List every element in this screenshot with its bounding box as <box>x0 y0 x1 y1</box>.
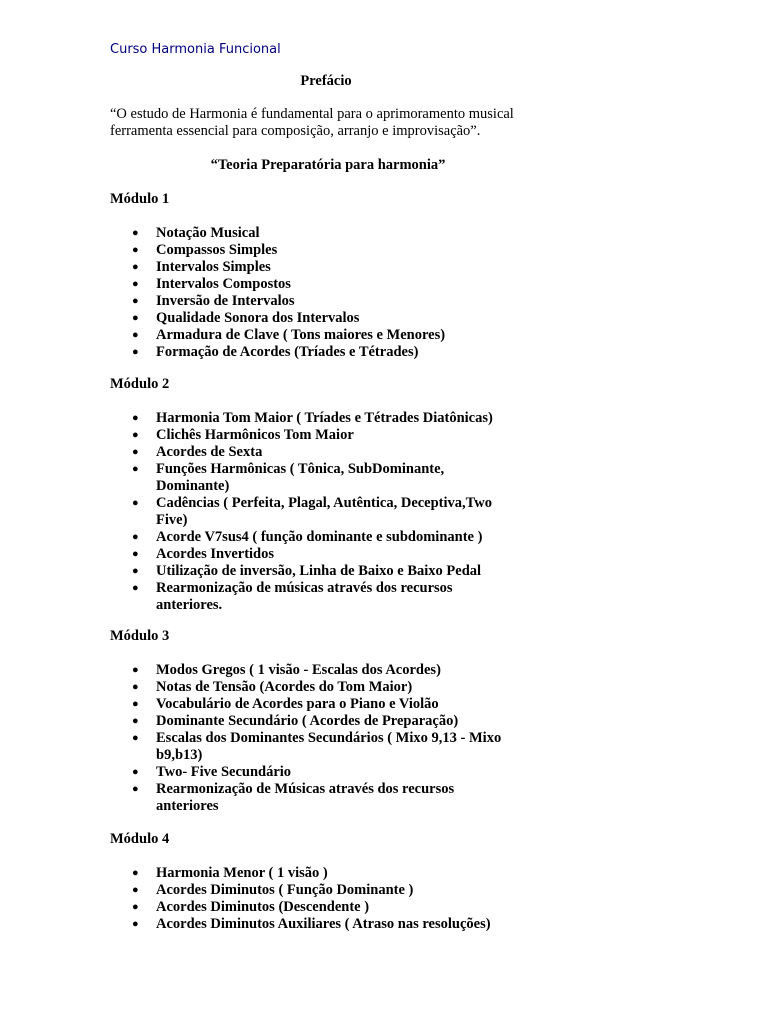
bullet-icon: ● <box>132 463 139 475</box>
list-item: ● Qualidade Sonora dos Intervalos <box>132 310 360 326</box>
preface-quote <box>110 106 550 140</box>
list-item: ● Clichês Harmônicos Tom Maior <box>132 427 354 443</box>
list-item: ● Notação Musical <box>132 225 260 241</box>
list-item: ● Inversão de Intervalos <box>132 293 295 309</box>
list-item: ● Formação de Acordes (Tríades e Tétrades) <box>132 344 419 360</box>
module-topic-list <box>110 662 550 815</box>
list-item: ● Acordes Invertidos <box>132 546 275 562</box>
module-topic-list <box>110 225 550 361</box>
module-title: Módulo 1 <box>110 191 170 207</box>
bullet-icon: ● <box>132 548 139 560</box>
list-item: ● Dominante Secundário ( Acordes de Preparação) <box>132 713 459 729</box>
module-1 <box>110 191 550 361</box>
bullet-icon: ● <box>132 766 139 778</box>
bullet-icon: ● <box>132 582 139 594</box>
module-topic-list <box>110 865 550 933</box>
bullet-icon: ● <box>132 715 139 727</box>
list-item: ● Acorde V7sus4 ( função dominante e subdominante ) <box>132 529 483 545</box>
module-title: Módulo 3 <box>110 628 170 644</box>
bullet-icon: ● <box>132 531 139 543</box>
bullet-icon: ● <box>132 698 139 710</box>
list-item: ● Rearmonização de Músicas através dos recursos anteriores <box>132 781 455 814</box>
bullet-icon: ● <box>132 446 139 458</box>
section-subtitle: “Teoria Preparatória para harmonia” <box>210 157 446 173</box>
bullet-icon: ● <box>132 261 139 273</box>
bullet-icon: ● <box>132 295 139 307</box>
bullet-icon: ● <box>132 429 139 441</box>
bullet-icon: ● <box>132 312 139 324</box>
bullet-icon: ● <box>132 244 139 256</box>
bullet-icon: ● <box>132 329 139 341</box>
quote-line: ferramenta essencial para composição, arranjo e improvisação”. <box>110 123 481 139</box>
list-item: ● Acordes de Sexta <box>132 444 263 460</box>
bullet-icon: ● <box>132 227 139 239</box>
list-item: ● Harmonia Tom Maior ( Tríades e Tétrades Diatônicas) <box>132 410 493 426</box>
list-item: ● Cadências ( Perfeita, Plagal, Autêntica, Deceptiva,Two Five) <box>132 495 492 528</box>
list-item: ● Armadura de Clave ( Tons maiores e Menores) <box>132 327 446 343</box>
module-title: Módulo 2 <box>110 376 170 392</box>
list-item: ● Compassos Simples <box>132 242 278 258</box>
quote-line: “O estudo de Harmonia é fundamental para o aprimoramento musical <box>110 106 514 122</box>
list-item: ● Rearmonização de músicas através dos recursos anteriores. <box>132 580 453 613</box>
list-item: ● Acordes Diminutos (Descendente ) <box>132 899 370 915</box>
bullet-icon: ● <box>132 278 139 290</box>
preface-title: Prefácio <box>300 73 352 89</box>
list-item: ● Utilização de inversão, Linha de Baixo e Baixo Pedal <box>132 563 482 579</box>
list-item: ● Intervalos Compostos <box>132 276 291 292</box>
bullet-icon: ● <box>132 497 139 509</box>
module-topic-list <box>110 410 550 614</box>
bullet-icon: ● <box>132 681 139 693</box>
list-item: ● Intervalos Simples <box>132 259 271 275</box>
bullet-icon: ● <box>132 664 139 676</box>
bullet-icon: ● <box>132 783 139 795</box>
bullet-icon: ● <box>132 867 139 879</box>
bullet-icon: ● <box>132 884 139 896</box>
list-item: ● Acordes Diminutos Auxiliares ( Atraso nas resoluções) <box>132 916 491 932</box>
list-item: ● Notas de Tensão (Acordes do Tom Maior) <box>132 679 413 695</box>
module-2 <box>110 376 550 614</box>
module-4 <box>110 831 550 933</box>
bullet-icon: ● <box>132 565 139 577</box>
bullet-icon: ● <box>132 346 139 358</box>
bullet-icon: ● <box>132 901 139 913</box>
module-3 <box>110 628 550 815</box>
list-item: ● Harmonia Menor ( 1 visão ) <box>132 865 328 881</box>
list-item: ● Escalas dos Dominantes Secundários ( Mixo 9,13 - Mixo b9,b13) <box>132 730 502 763</box>
bullet-icon: ● <box>132 732 139 744</box>
course-title: Curso Harmonia Funcional <box>110 42 281 57</box>
list-item: ● Vocabulário de Acordes para o Piano e Violão <box>132 696 439 712</box>
list-item: ● Funções Harmônicas ( Tônica, SubDominante, Dominante) <box>132 461 445 494</box>
bullet-icon: ● <box>132 412 139 424</box>
list-item: ● Modos Gregos ( 1 visão - Escalas dos Acordes) <box>132 662 441 678</box>
module-title: Módulo 4 <box>110 831 170 847</box>
list-item: ● Acordes Diminutos ( Função Dominante ) <box>132 882 414 898</box>
bullet-icon: ● <box>132 918 139 930</box>
list-item: ● Two- Five Secundário <box>132 764 292 780</box>
